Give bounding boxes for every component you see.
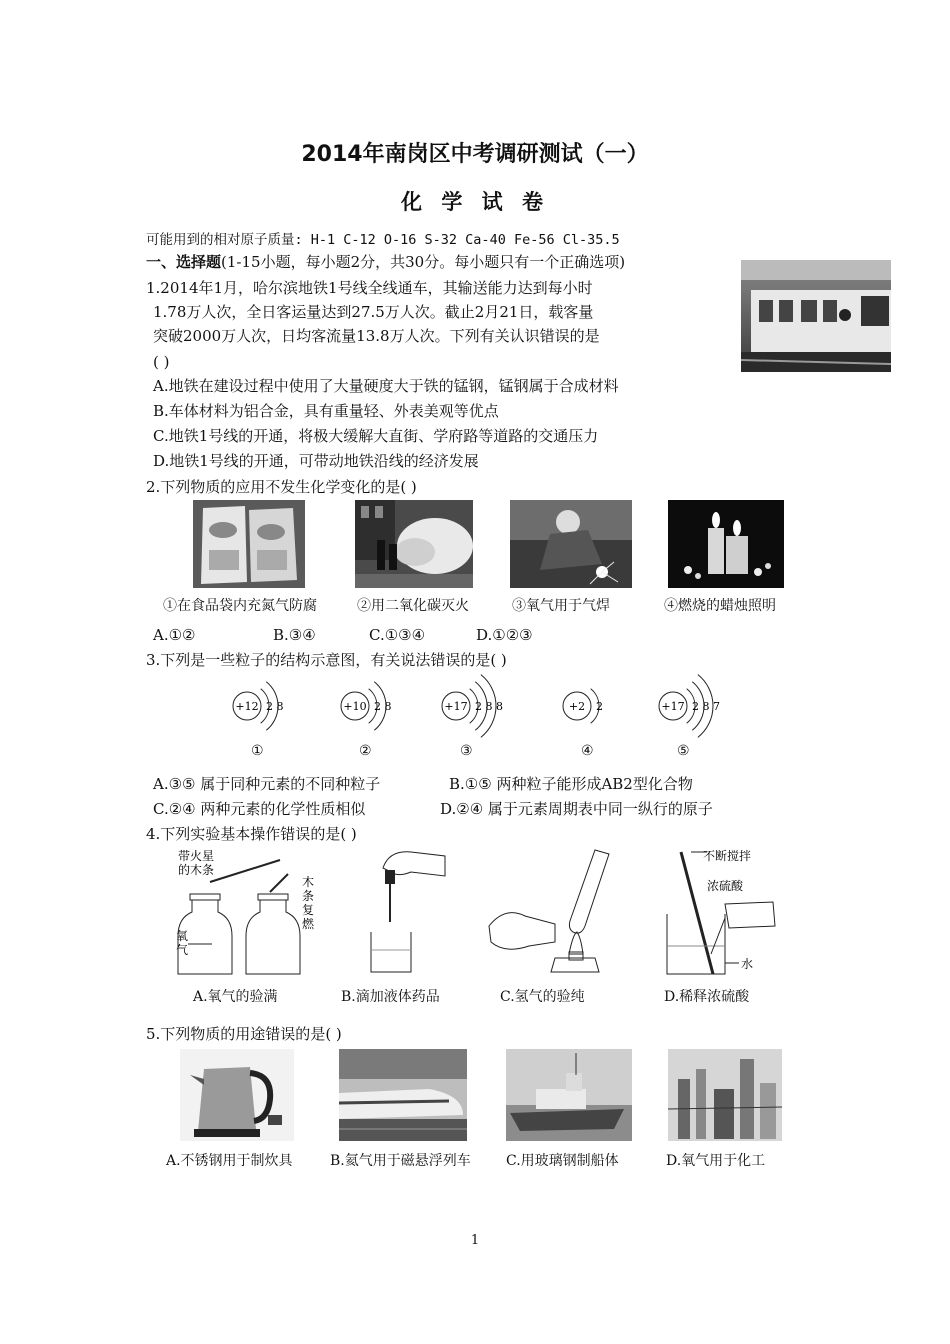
label-oxygen: 氧 <box>176 929 189 943</box>
q1-line-1: 1.2014年1月，哈尔滨地铁1号线全线通车，其输送能力达到每小时 <box>146 279 593 297</box>
label-glowing-stick: 带火星 <box>178 849 215 863</box>
q2-option-a: A.①② <box>153 626 196 644</box>
q1-option-c: C.地铁1号线的开通，将极大缓解大直街、学府路等道路的交通压力 <box>153 427 599 445</box>
snack-bags-illustration <box>193 500 305 588</box>
label-conc-acid: 浓硫酸 <box>707 879 744 893</box>
q3-option-c: C.②④ 两种元素的化学性质相似 <box>153 800 366 818</box>
q5-caption-a: A.不锈钢用于制炊具 <box>166 1153 293 1169</box>
section-heading-rest: (1-15小题，每小题2分，共30分。每小题只有一个正确选项) <box>221 253 626 271</box>
svg-text:条: 条 <box>302 889 315 903</box>
hydrogen-purity-diagram <box>485 846 615 981</box>
electron-counts: 2 8 7 <box>692 700 720 713</box>
q3-option-d: D.②④ 属于元素周期表中同一纵行的原子 <box>440 800 713 818</box>
particle-diagram-5 <box>653 668 743 758</box>
fire-extinguishing-illustration <box>355 500 473 588</box>
q3-stem: 3.下列是一些粒子的结构示意图，有关说法错误的是( ) <box>146 651 507 669</box>
label-water: 水 <box>741 957 754 971</box>
candles-illustration <box>668 500 784 588</box>
gas-welding-illustration <box>510 500 632 588</box>
particle-diagram-1 <box>227 668 317 758</box>
subway-train-photo <box>741 260 891 372</box>
q1-line-3: 突破2000万人次，日均客流量13.8万人次。下列有关认识错误的是 <box>153 327 600 345</box>
particle-label-1: ① <box>251 743 264 759</box>
label-stirring: 不断搅拌 <box>703 849 752 863</box>
q5-caption-c: C.用玻璃钢制船体 <box>506 1153 619 1169</box>
q2-caption-1: ①在食品袋内充氮气防腐 <box>163 598 317 614</box>
page-subtitle: 化 学 试 卷 <box>401 190 549 214</box>
q2-option-b: B.③④ <box>273 626 316 644</box>
electron-counts: 2 <box>596 700 603 713</box>
q2-option-c: C.①③④ <box>369 626 426 644</box>
q1-line-2: 1.78万人次，全日客运量达到27.5万人次。截止2月21日，载客量 <box>153 303 594 321</box>
maglev-train-photo <box>339 1049 467 1141</box>
particle-label-3: ③ <box>460 743 473 759</box>
q1-answer-blank: ( ) <box>153 353 170 371</box>
q1-option-d: D.地铁1号线的开通，可带动地铁沿线的经济发展 <box>153 452 479 470</box>
particle-label-2: ② <box>359 743 372 759</box>
kettle-photo <box>180 1049 294 1141</box>
boat-illustration <box>506 1049 632 1141</box>
svg-text:复: 复 <box>302 903 315 917</box>
oxygen-test-diagram <box>170 846 320 981</box>
chemical-plant-photo <box>668 1049 782 1141</box>
q1-option-a: A.地铁在建设过程中使用了大量硬度大于铁的锰钢，锰钢属于合成材料 <box>153 377 619 395</box>
particle-label-4: ④ <box>581 743 594 759</box>
dropper-diagram <box>355 846 455 981</box>
nucleus-charge: +10 <box>343 700 367 713</box>
label-relight: 木 <box>302 875 315 889</box>
electron-counts: 2 8 <box>374 700 392 713</box>
q3-option-a: A.③⑤ 属于同种元素的不同种粒子 <box>153 775 381 793</box>
candles-photo <box>668 500 784 588</box>
subway-train-illustration <box>741 260 891 372</box>
q5-caption-d: D.氧气用于化工 <box>666 1153 766 1169</box>
kettle-illustration <box>180 1049 294 1141</box>
gas-welding-photo <box>510 500 632 588</box>
atomic-mass-line: 可能用到的相对原子质量: H-1 C-12 O-16 S-32 Ca-40 Fe-56 Cl-35.5 <box>146 232 620 248</box>
nucleus-charge: +17 <box>661 700 685 713</box>
label-glowing-stick-2: 的木条 <box>178 863 215 877</box>
q5-stem: 5.下列物质的用途错误的是( ) <box>146 1025 342 1043</box>
q4-stem: 4.下列实验基本操作错误的是( ) <box>146 825 357 843</box>
fire-extinguishing-photo <box>355 500 473 588</box>
q4-caption-a: A.氧气的验满 <box>193 989 278 1005</box>
section-heading <box>146 252 625 272</box>
electron-counts: 2 8 <box>266 700 284 713</box>
nucleus-charge: +2 <box>568 700 586 713</box>
particle-diagram-3 <box>436 668 526 758</box>
q4-caption-d: D.稀释浓硫酸 <box>664 989 750 1005</box>
label-oxygen-2: 气 <box>176 943 189 957</box>
nucleus-charge: +17 <box>444 700 468 713</box>
electron-counts: 2 8 8 <box>475 700 503 713</box>
nucleus-charge: +12 <box>235 700 259 713</box>
q3-option-b: B.①⑤ 两种粒子能形成AB2型化合物 <box>449 775 693 793</box>
q2-caption-3: ③氧气用于气焊 <box>512 598 610 614</box>
particle-label-5: ⑤ <box>677 743 690 759</box>
maglev-train-illustration <box>339 1049 467 1141</box>
snack-bags-photo <box>193 500 305 588</box>
q2-caption-2: ②用二氧化碳灭火 <box>357 598 469 614</box>
q2-stem: 2.下列物质的应用不发生化学变化的是( ) <box>146 478 417 496</box>
dilute-acid-diagram <box>655 846 785 981</box>
q2-caption-4: ④燃烧的蜡烛照明 <box>664 598 776 614</box>
q4-caption-c: C.氢气的验纯 <box>500 989 585 1005</box>
particle-diagram-4 <box>557 668 647 758</box>
particle-diagram-2 <box>335 668 425 758</box>
q5-caption-b: B.氦气用于磁悬浮列车 <box>330 1153 471 1169</box>
q1-option-b: B.车体材料为铝合金，具有重量轻、外表美观等优点 <box>153 402 499 420</box>
q4-caption-b: B.滴加液体药品 <box>341 989 440 1005</box>
q2-option-d: D.①②③ <box>476 626 533 644</box>
page-number: 1 <box>470 1233 480 1248</box>
chemical-plant-illustration <box>668 1049 782 1141</box>
boat-photo <box>506 1049 632 1141</box>
section-heading-bold: 一、选择题 <box>146 253 222 271</box>
page-title: 2014年南岗区中考调研测试（一） <box>301 142 649 167</box>
svg-text:燃: 燃 <box>302 917 315 931</box>
